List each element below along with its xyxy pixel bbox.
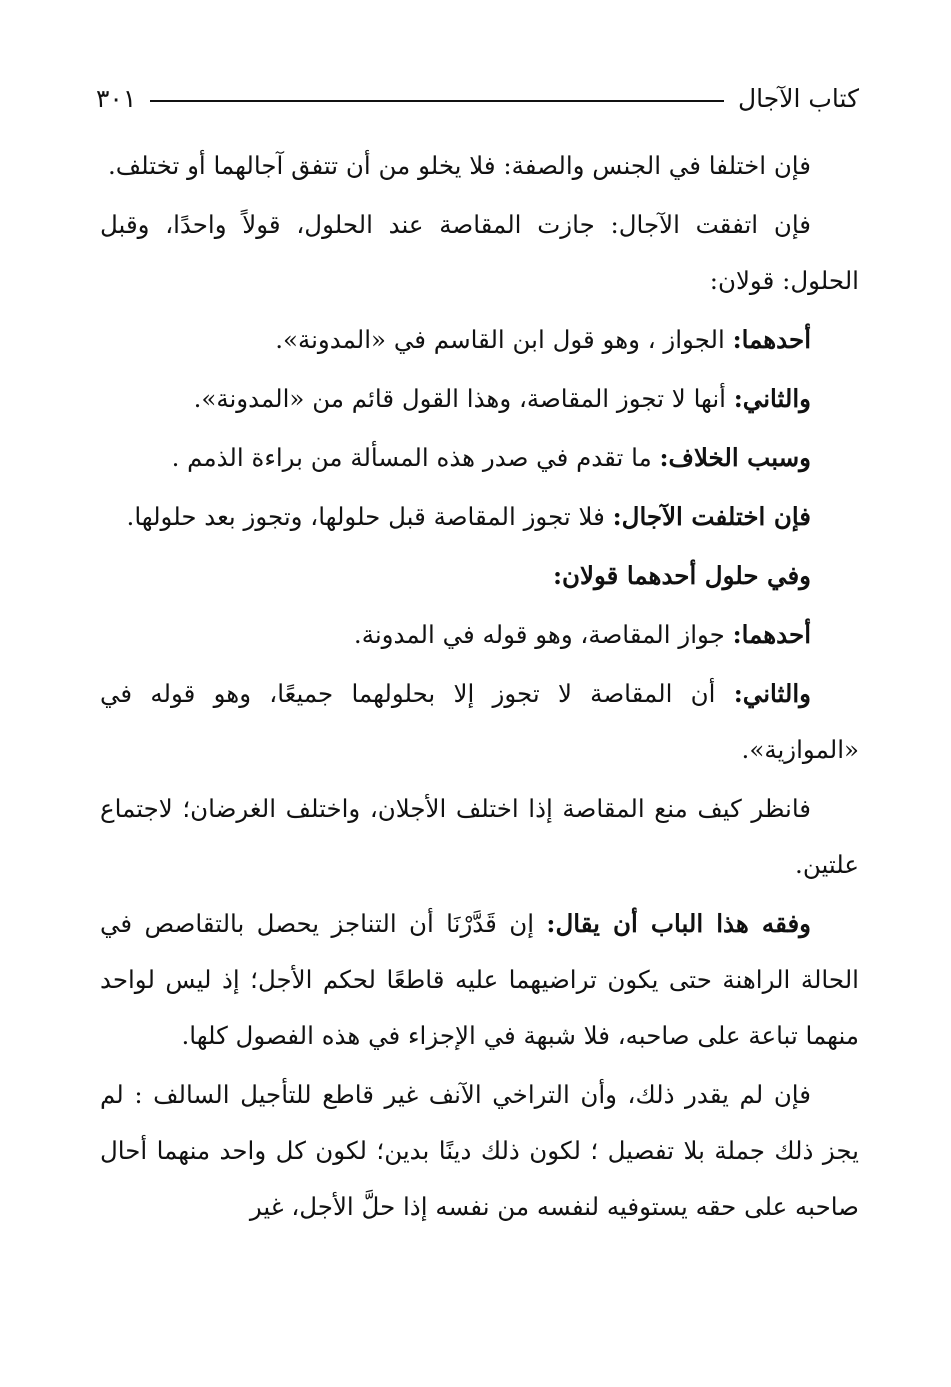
paragraph-10 [100, 781, 859, 893]
paragraph-2 [100, 197, 859, 309]
paragraph-6 [100, 489, 859, 545]
paragraph-text: الجواز ، وهو قول ابن القاسم في «المدونة». [275, 325, 733, 354]
paragraph-9 [100, 666, 859, 778]
paragraph-3 [100, 312, 859, 368]
paragraph-text: جواز المقاصة، وهو قوله في المدونة. [353, 620, 733, 649]
paragraph-8 [100, 607, 859, 663]
paragraph-text: فإن اتفقت الآجال: جازت المقاصة عند الحلول، قولاً واحدًا، وقبل الحلول: قولان: [100, 210, 859, 295]
paragraph-text: إن قَدَّرْنَا أن التناجز يحصل بالتقاصص في الحالة الراهنة حتى يكون تراضيهما عليه قاطعًا لحكم الأجل؛ إذ ليس لواحد منهما تباعة على صاحبه، فلا شبهة في الإجزاء في هذه الفصول كلها. [100, 909, 859, 1050]
paragraph-text: فإن لم يقدر ذلك، وأن التراخي الآنف غير قاطع للتأجيل السالف : لم يجز ذلك جملة بلا تفصيل ؛ لكون ذلك دينًا بدين؛ لكون كل واحد منهما أحال صاحبه على حقه يستوفيه لنفسه من نفسه إذا حلَّ الأجل، غير [100, 1080, 859, 1221]
paragraph-11 [100, 896, 859, 1064]
paragraph-lead: وسبب الخلاف: [659, 443, 811, 472]
paragraph-text: فانظر كيف منع المقاصة إذا اختلف الأجلان، واختلف الغرضان؛ لاجتماع علتين. [100, 794, 859, 879]
page-body [100, 138, 859, 1238]
paragraph-lead: فإن اختلفت الآجال: [612, 502, 811, 531]
running-header [96, 78, 859, 118]
chapter-title: كتاب الآجال [738, 83, 859, 113]
paragraph-text: فإن اختلفا في الجنس والصفة: فلا يخلو من أن تتفق آجالهما أو تختلف. [108, 151, 811, 180]
paragraph-text: ما تقدم في صدر هذه المسألة من براءة الذمم . [171, 443, 660, 472]
paragraph-1 [100, 138, 859, 194]
paragraph-lead: وفي حلول أحدهما قولان: [552, 561, 811, 590]
paragraph-lead: والثاني: [733, 679, 811, 708]
paragraph-lead: أحدهما: [732, 325, 811, 354]
paragraph-4 [100, 371, 859, 427]
paragraph-lead: وفقه هذا الباب أن يقال: [546, 909, 811, 938]
paragraph-lead: والثاني: [733, 384, 811, 413]
paragraph-text: أنها لا تجوز المقاصة، وهذا القول قائم من «المدونة». [193, 384, 734, 413]
paragraph-lead: أحدهما: [732, 620, 811, 649]
paragraph-5 [100, 430, 859, 486]
paragraph-7 [100, 548, 859, 604]
header-rule [150, 100, 724, 102]
paragraph-text: أن المقاصة لا تجوز إلا بحلولهما جميعًا، وهو قوله في «الموازية». [100, 679, 859, 764]
paragraph-12 [100, 1067, 859, 1235]
page-number: ٣٠١ [96, 83, 137, 113]
paragraph-text: فلا تجوز المقاصة قبل حلولها، وتجوز بعد حلولها. [126, 502, 613, 531]
